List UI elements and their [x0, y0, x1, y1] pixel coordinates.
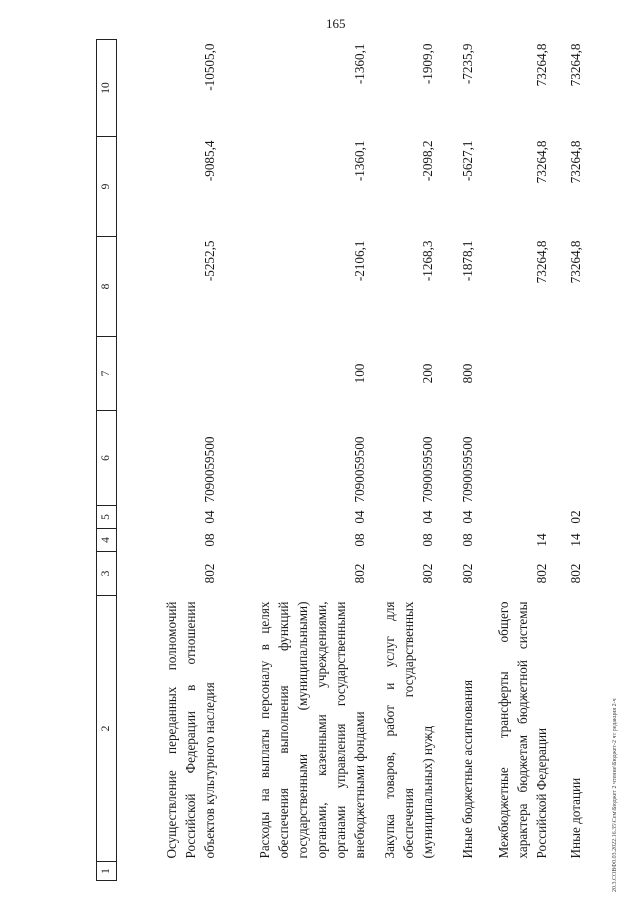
cell-expense-type: 200 [420, 363, 435, 384]
cell-value: 73264,8 [534, 140, 549, 184]
header-cell: 7 [97, 337, 117, 411]
table-row [553, 40, 587, 881]
cell-section: 08 [202, 533, 217, 547]
cell-expense-type [117, 337, 222, 411]
cell-target: 7090059500 [352, 436, 367, 503]
cell-value: -10505,0 [202, 43, 217, 91]
cell-expense-type: 800 [460, 363, 475, 384]
cell-admin: 802 [202, 563, 217, 584]
table-row [479, 40, 553, 881]
cell-target [553, 411, 587, 506]
cell-subsection: 04 [202, 510, 217, 524]
cell-section: 08 [352, 533, 367, 547]
cell-admin: 802 [460, 563, 475, 584]
cell-target: 7090059500 [420, 436, 435, 503]
cell-expense-type [479, 337, 553, 411]
cell-value: -1909,0 [420, 43, 435, 85]
cell-section: 08 [460, 533, 475, 547]
cell-value: -5252,5 [202, 240, 217, 282]
cell-value: -9085,4 [202, 140, 217, 182]
header-cell: 10 [97, 40, 117, 137]
table-row [117, 40, 222, 881]
cell-value: -2098,2 [420, 140, 435, 182]
row-name: Иные бюджетные ассигнования [460, 679, 475, 859]
budget-table [96, 39, 587, 881]
cell-admin: 802 [534, 563, 549, 584]
header-cell: 5 [97, 506, 117, 529]
header-cell: 4 [97, 529, 117, 552]
row-name: Межбюджетные трансферты общего характера бюджетам бюджетной системы Российской Федерации [496, 601, 549, 859]
cell-subsection [479, 506, 553, 529]
cell-value: -1360,1 [352, 140, 367, 182]
header-row [97, 40, 117, 881]
cell-admin: 802 [568, 563, 583, 584]
cell-expense-type [553, 337, 587, 411]
table-row [221, 40, 371, 881]
cell-section: 14 [534, 533, 549, 547]
cell-section: 14 [568, 533, 583, 547]
cell-value: 73264,8 [534, 240, 549, 284]
cell-subsection: 04 [460, 510, 475, 524]
cell-section: 08 [420, 533, 435, 547]
cell-value: -1878,1 [460, 240, 475, 282]
header-cell: 8 [97, 237, 117, 337]
cell-value: 73264,8 [534, 43, 549, 87]
header-cell: 6 [97, 411, 117, 506]
budget-table-page [96, 40, 592, 881]
cell-value: -7235,9 [460, 43, 475, 85]
page-number: 165 [326, 16, 346, 31]
header-cell: 9 [97, 137, 117, 237]
row-name: Закупка товаров, работ и услуг для обеспечения государственных (муниципальных) нужд [382, 601, 435, 859]
header-cell: 3 [97, 552, 117, 596]
cell-subsection: 04 [420, 510, 435, 524]
document-code: 20.3.СОВФ0.03.2022.16.35\Сем\Бюджет 2 чтение\Бюджет-2 чт редакция 2-ч [612, 698, 618, 892]
cell-value: 73264,8 [568, 240, 583, 284]
cell-admin: 802 [420, 563, 435, 584]
cell-subsection: 02 [568, 510, 583, 524]
cell-value: 73264,8 [568, 43, 583, 87]
cell-value: 73264,8 [568, 140, 583, 184]
table-row [439, 40, 479, 881]
cell-value: -2106,1 [352, 240, 367, 282]
cell-admin: 802 [352, 563, 367, 584]
cell-target: 7090059500 [202, 436, 217, 503]
row-name: Иные дотации [568, 777, 583, 859]
header-cell: 2 [97, 596, 117, 862]
cell-target [479, 411, 553, 506]
cell-target: 7090059500 [460, 436, 475, 503]
header-cell: 1 [97, 862, 117, 881]
cell-subsection: 04 [352, 510, 367, 524]
table-row [371, 40, 439, 881]
row-name: Осуществление переданных полномочий Российской Федерации в отношении объектов культурного наследия [164, 601, 217, 859]
row-name: Расходы на выплаты персоналу в целях обеспечения выполнения функций государственными (муниципальными) органами, казенными учреждениями, органами управления государственными внебюджетными фондами [257, 601, 367, 859]
cell-expense-type: 100 [352, 363, 367, 384]
cell-value: -1268,3 [420, 240, 435, 282]
cell-value: -5627,1 [460, 140, 475, 182]
cell-value: -1360,1 [352, 43, 367, 85]
